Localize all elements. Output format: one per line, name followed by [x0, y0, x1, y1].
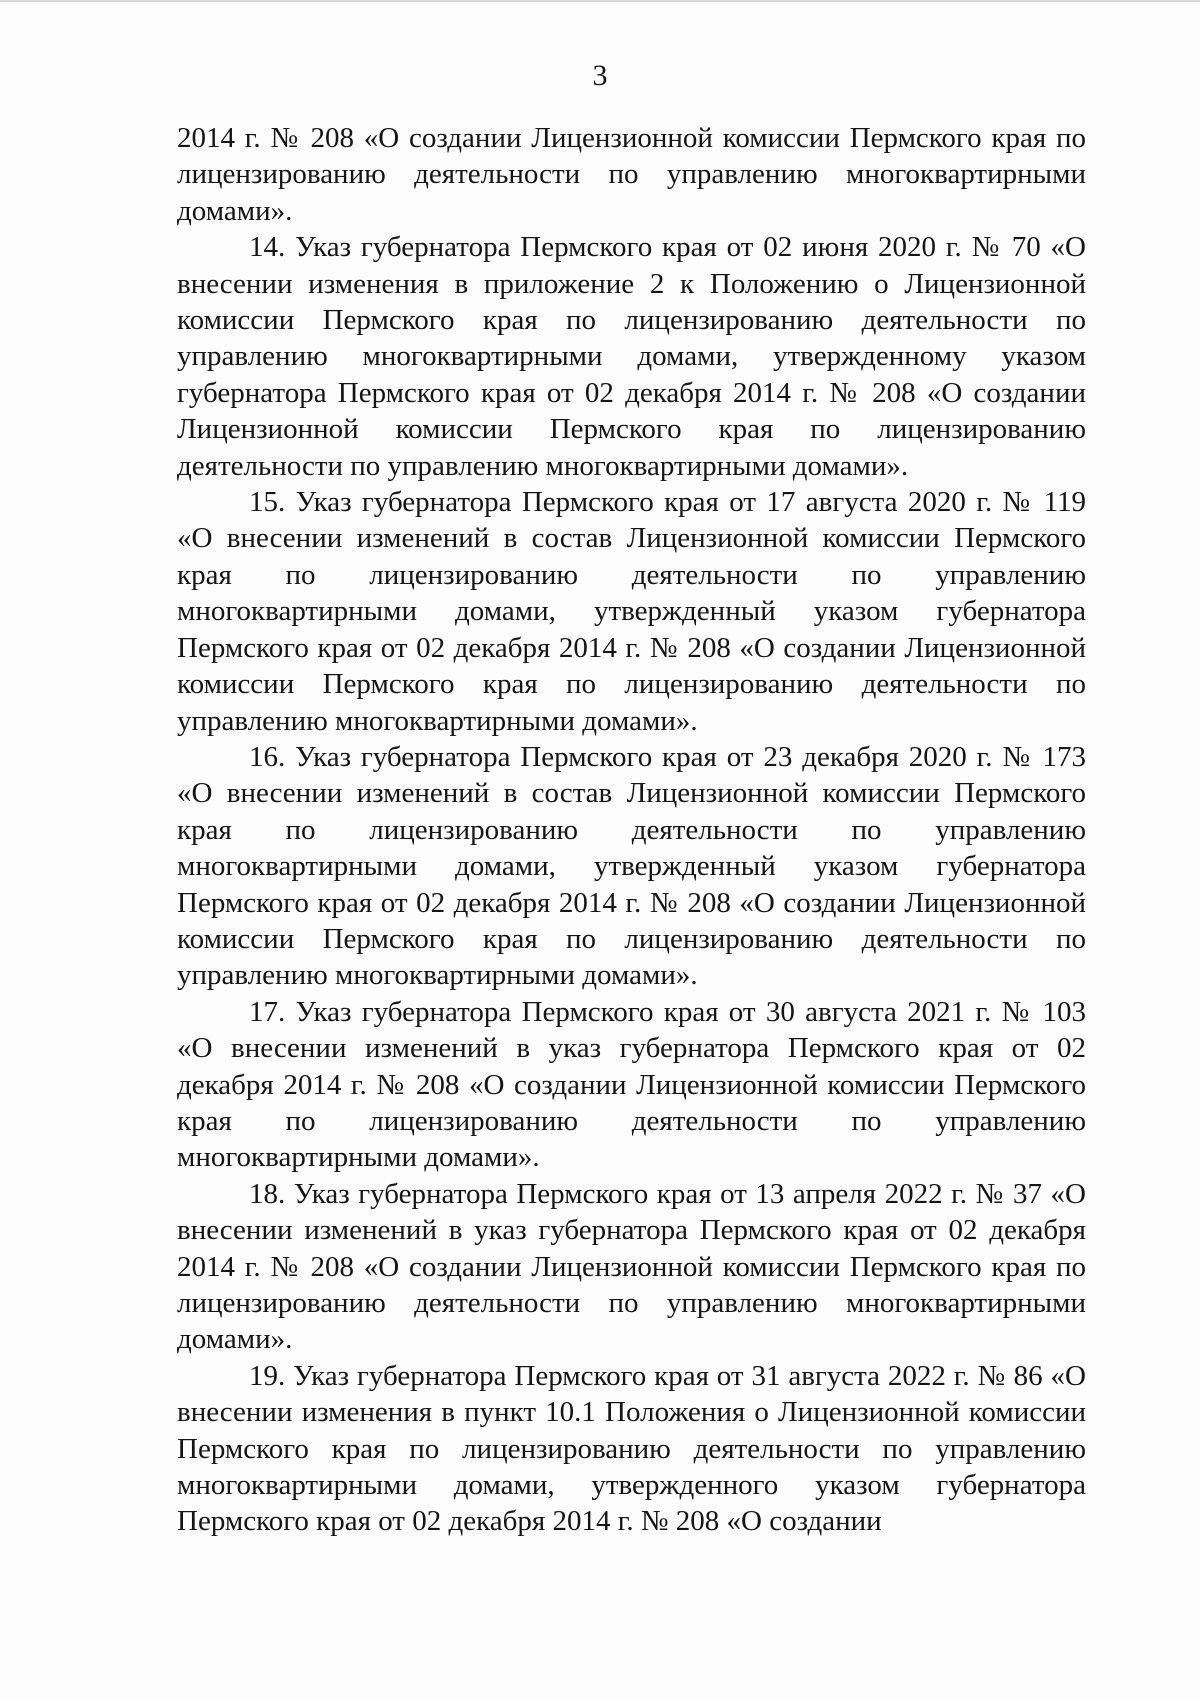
list-item-15: 15. Указ губернатора Пермского края от 17 августа 2020 г. № 119 «О внесении изменений в состав Лицензионной комиссии Пермского края по лицензированию деятельности по управлению многоквартирными домами, утвержденный указом губернатора Пермского края от 02 декабря 2014 г. № 208 «О создании Лицензионной комиссии Пермского края по лицензированию деятельности по управлению многоквартирными домами». — [177, 486, 1086, 737]
list-item-16: 16. Указ губернатора Пермского края от 23 декабря 2020 г. № 173 «О внесении изменений в состав Лицензионной комиссии Пермского края по лицензированию деятельности по управлению многоквартирными домами, утвержденный указом губернатора Пермского края от 02 декабря 2014 г. № 208 «О создании Лицензионной комиссии Пермского края по лицензированию деятельности по управлению многоквартирными домами». — [177, 740, 1086, 992]
list-item-19: 19. Указ губернатора Пермского края от 31 августа 2022 г. № 86 «О внесении изменения в пункт 10.1 Положения о Лицензионной комиссии Пермского края по лицензированию деятельности по управлению многоквартирными домами, утвержденного указом губернатора Пермского края от 02 декабря 2014 г. № 208 «О создании — [177, 1359, 1086, 1538]
list-item-14: 14. Указ губернатора Пермского края от 02 июня 2020 г. № 70 «О внесении изменения в приложение 2 к Положению о Лицензионной комиссии Пермского края по лицензированию деятельности по управлению многоквартирными домами, утвержденному указом губернатора Пермского края от 02 декабря 2014 г. № 208 «О создании Лицензионной комиссии Пермского края по лицензированию деятельности по управлению многоквартирными домами». — [177, 231, 1086, 482]
document-body — [177, 120, 1086, 1540]
paragraph-continuation: 2014 г. № 208 «О создании Лицензионной комиссии Пермского края по лицензированию деятельности по управлению многоквартирными домами». — [177, 122, 1086, 227]
scan-top-edge — [0, 0, 1200, 2]
page-number: 3 — [592, 59, 608, 92]
list-item-17: 17. Указ губернатора Пермского края от 30 августа 2021 г. № 103 «О внесении изменений в указ губернатора Пермского края от 02 декабря 2014 г. № 208 «О создании Лицензионной комиссии Пермского края по лицензированию деятельности по управлению многоквартирными домами». — [177, 995, 1086, 1174]
list-item-18: 18. Указ губернатора Пермского края от 13 апреля 2022 г. № 37 «О внесении изменений в указ губернатора Пермского края от 02 декабря 2014 г. № 208 «О создании Лицензионной комиссии Пермского края по лицензированию деятельности по управлению многоквартирными домами». — [177, 1177, 1086, 1356]
